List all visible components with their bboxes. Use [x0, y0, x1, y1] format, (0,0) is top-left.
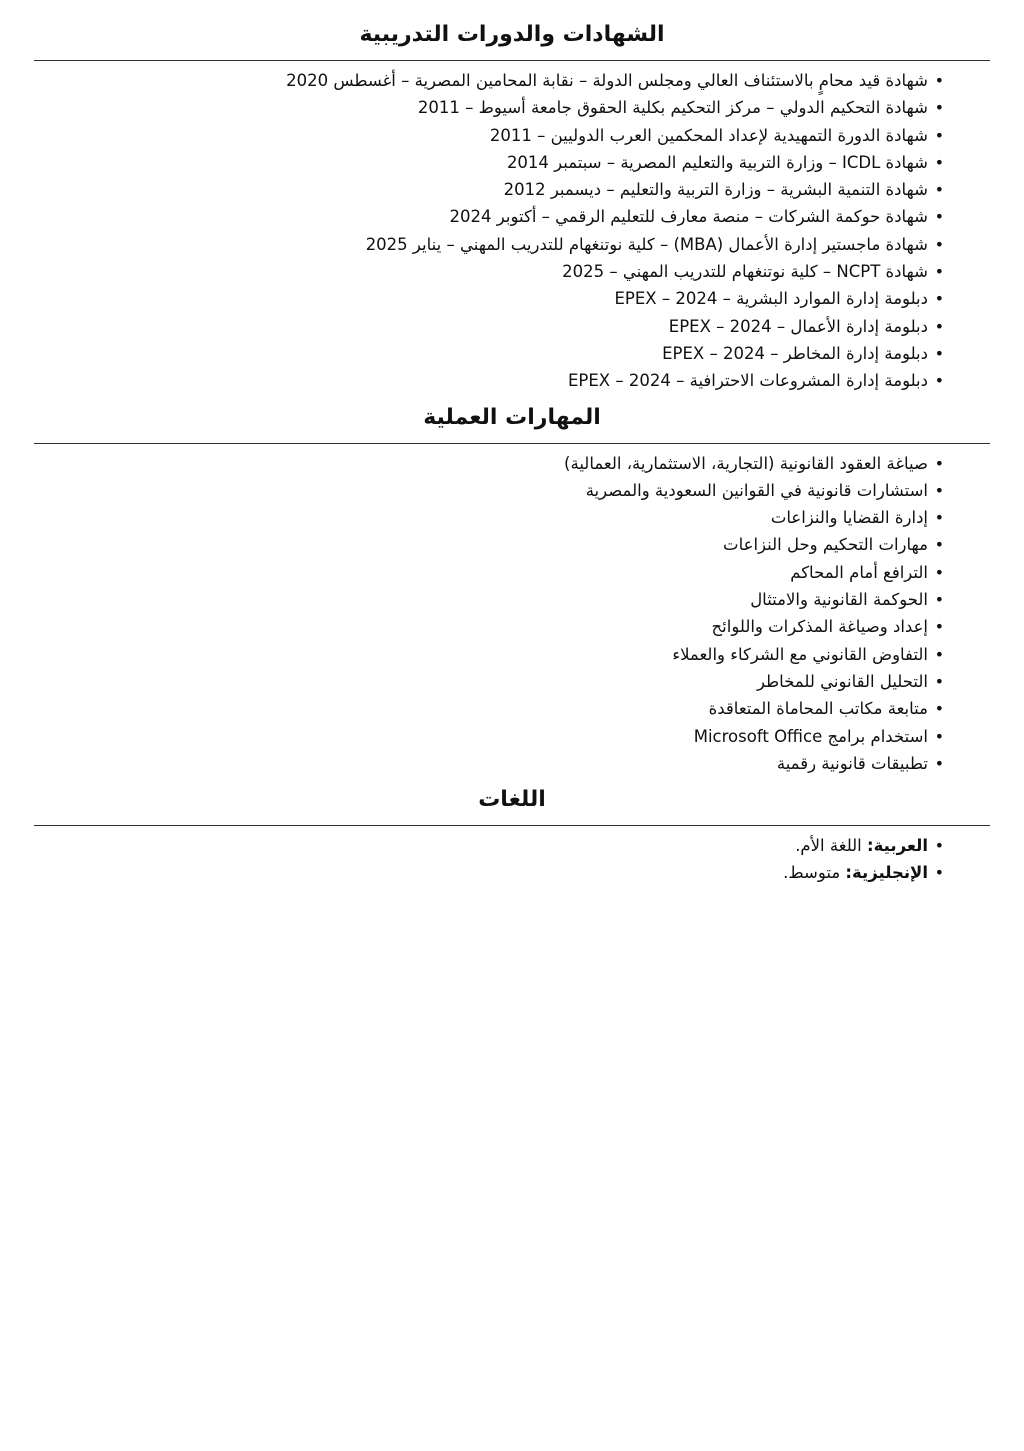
list-item: • استشارات قانونية في القوانين السعودية والمصرية [34, 477, 990, 504]
list-item: • شهادة قيد محامٍ بالاستئناف العالي ومجلس الدولة – نقابة المحامين المصرية – أغسطس 2020 [34, 67, 990, 94]
list-item: • دبلومة إدارة الموارد البشرية – 2024 – EPEX [34, 285, 990, 312]
list-item: • الترافع أمام المحاكم [34, 559, 990, 586]
list-item: • إعداد وصياغة المذكرات واللوائح [34, 613, 990, 640]
languages-section [34, 783, 990, 887]
list-item: • شهادة التنمية البشرية – وزارة التربية والتعليم – ديسمبر 2012 [34, 176, 990, 203]
list-item: • استخدام برامج Microsoft Office [34, 723, 990, 750]
list-item: • شهادة حوكمة الشركات – منصة معارف للتعليم الرقمي – أكتوبر 2024 [34, 203, 990, 230]
certifications-title: الشهادات والدورات التدريبية [34, 18, 990, 61]
list-item: • شهادة NCPT – كلية نوتنغهام للتدريب المهني – 2025 [34, 258, 990, 285]
list-item: • متابعة مكاتب المحاماة المتعاقدة [34, 695, 990, 722]
list-item: • دبلومة إدارة الأعمال – 2024 – EPEX [34, 313, 990, 340]
language-item-english [34, 859, 990, 886]
certifications-list [34, 61, 990, 395]
language-name: الإنجليزية: [845, 863, 928, 883]
list-item: • التحليل القانوني للمخاطر [34, 668, 990, 695]
list-item: • التفاوض القانوني مع الشركاء والعملاء [34, 641, 990, 668]
certifications-section [34, 18, 990, 395]
list-item: • شهادة الدورة التمهيدية لإعداد المحكمين العرب الدوليين – 2011 [34, 122, 990, 149]
language-item-arabic [34, 832, 990, 859]
language-level: اللغة الأم. [795, 836, 862, 856]
language-name: العربية: [867, 836, 928, 856]
list-item: • دبلومة إدارة المخاطر – 2024 – EPEX [34, 340, 990, 367]
list-item: • شهادة ماجستير إدارة الأعمال (MBA) – كلية نوتنغهام للتدريب المهني – يناير 2025 [34, 231, 990, 258]
skills-list [34, 444, 990, 778]
list-item: • تطبيقات قانونية رقمية [34, 750, 990, 777]
list-item: • دبلومة إدارة المشروعات الاحترافية – 2024 – EPEX [34, 367, 990, 394]
list-item: • مهارات التحكيم وحل النزاعات [34, 531, 990, 558]
skills-section [34, 401, 990, 778]
list-item: • إدارة القضايا والنزاعات [34, 504, 990, 531]
list-item: • صياغة العقود القانونية (التجارية، الاستثمارية، العمالية) [34, 450, 990, 477]
list-item: • شهادة التحكيم الدولي – مركز التحكيم بكلية الحقوق جامعة أسيوط – 2011 [34, 94, 990, 121]
language-level: متوسط. [783, 863, 841, 883]
list-item: • شهادة ICDL – وزارة التربية والتعليم المصرية – سبتمبر 2014 [34, 149, 990, 176]
languages-list [34, 826, 990, 887]
languages-title: اللغات [34, 783, 990, 826]
skills-title: المهارات العملية [34, 401, 990, 444]
list-item: • الحوكمة القانونية والامتثال [34, 586, 990, 613]
